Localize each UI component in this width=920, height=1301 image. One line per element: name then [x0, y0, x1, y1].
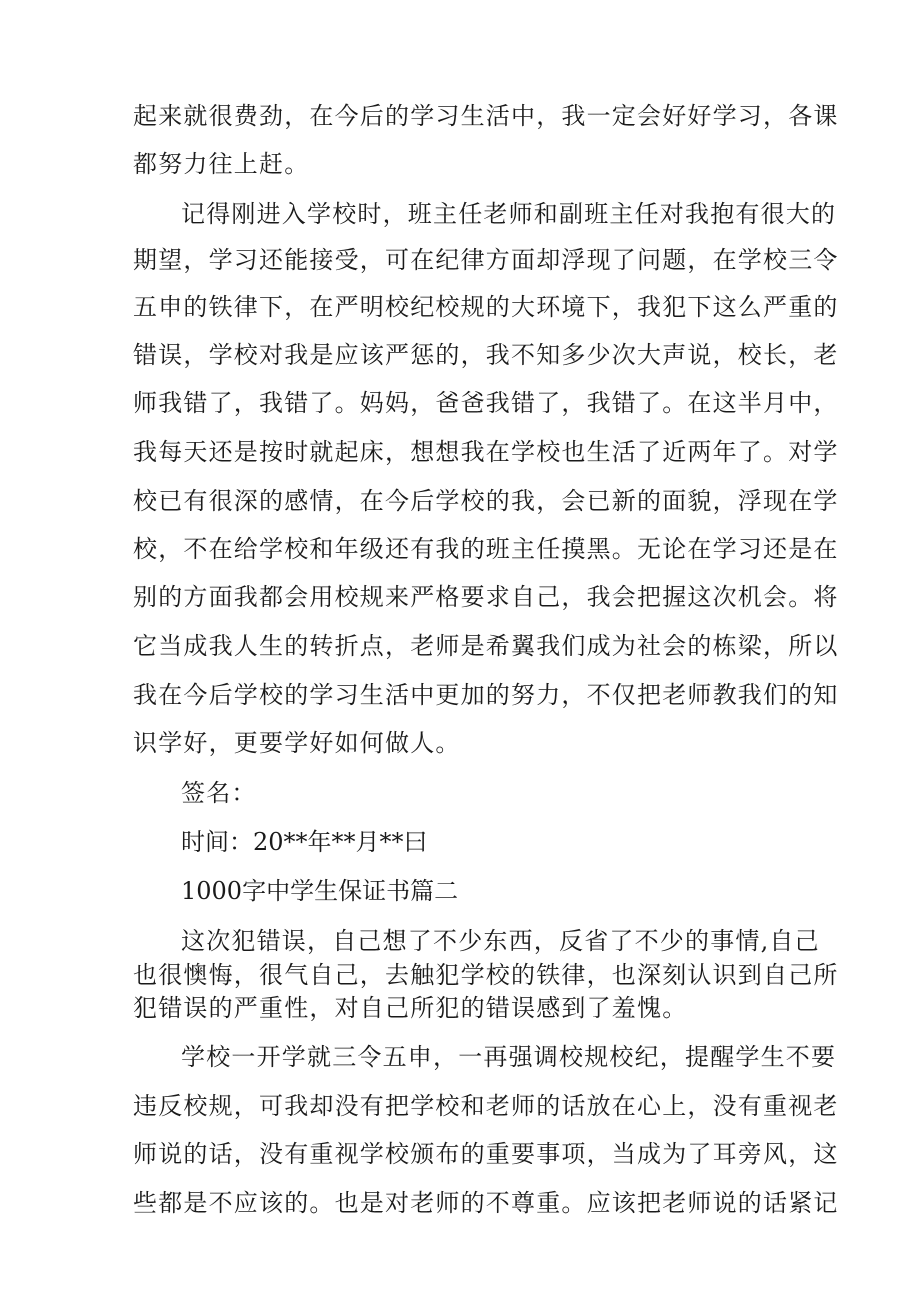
- paragraph-line: 学校一开学就三令五申，一再强调校规校纪，提醒学生不要: [181, 1043, 837, 1071]
- paragraph-line: 都努力往上赶。: [133, 150, 310, 178]
- paragraph-line: 起来就很费劲，在今后的学习生活中，我一定会好好学习，各课: [133, 102, 839, 130]
- paragraph-line: 识学好，更要学好如何做人。: [133, 729, 461, 757]
- paragraph-line: 违反校规，可我却没有把学校和老师的话放在心上，没有重视老: [133, 1092, 839, 1120]
- paragraph-line: 也很懊悔，很气自己，去触犯学校的铁律，也深刻认识到自己所: [133, 961, 839, 989]
- section-title: 1000字中学生保证书篇二: [181, 877, 459, 905]
- paragraph-line: 师我错了，我错了。妈妈，爸爸我错了，我错了。在这半月中，: [133, 389, 839, 417]
- paragraph-line: 五申的铁律下，在严明校纪校规的大环境下，我犯下这么严重的: [133, 293, 839, 321]
- paragraph-line: 记得刚进入学校时，班主任老师和副班主任对我抱有很大的: [181, 200, 837, 228]
- paragraph-line: 我每天还是按时就起床，想想我在学校也生活了近两年了。对学: [133, 438, 839, 466]
- paragraph-line: 些都是不应该的。也是对老师的不尊重。应该把老师说的话紧记: [133, 1189, 839, 1217]
- paragraph-line: 我在今后学校的学习生活中更加的努力，不仅把老师教我们的知: [133, 681, 839, 709]
- paragraph-line: 校，不在给学校和年级还有我的班主任摸黑。无论在学习还是在: [133, 535, 839, 563]
- paragraph-line: 犯错误的严重性，对自己所犯的错误感到了羞愧。: [133, 994, 688, 1022]
- signature-label: 签名：: [181, 779, 257, 807]
- paragraph-line: 师说的话，没有重视学校颁布的重要事项，当成为了耳旁风，这: [133, 1140, 839, 1168]
- paragraph-line: 错误，学校对我是应该严惩的，我不知多少次大声说，校长，老: [133, 341, 839, 369]
- paragraph-line: 它当成我人生的转折点，老师是希翼我们成为社会的栋梁，所以: [133, 632, 839, 660]
- paragraph-line: 这次犯错误，自己想了不少东西，反省了不少的事情,自己: [181, 927, 820, 955]
- paragraph-line: 校已有很深的感情，在今后学校的我，会已新的面貌，浮现在学: [133, 487, 839, 515]
- paragraph-line: 期望，学习还能接受，可在纪律方面却浮现了问题，在学校三令: [133, 246, 839, 274]
- time-label: 时间：20**年**月**曰: [181, 828, 428, 856]
- paragraph-line: 别的方面我都会用校规来严格要求自己，我会把握这次机会。将: [133, 583, 839, 611]
